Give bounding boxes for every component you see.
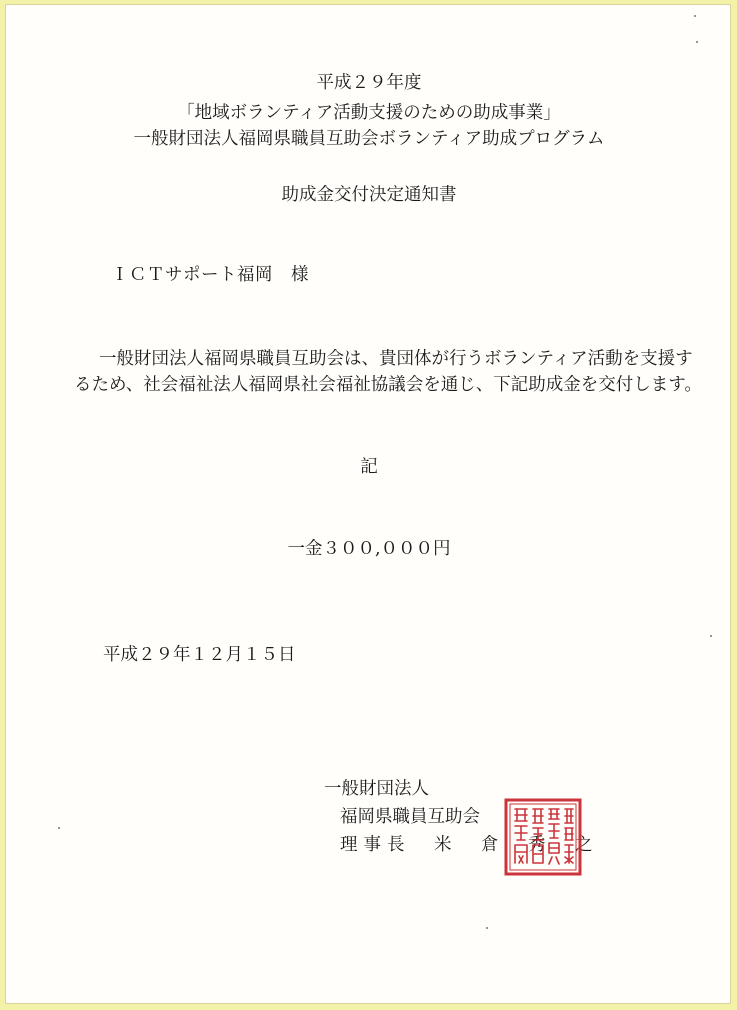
scan-speck	[710, 635, 712, 637]
issuer-signatory: 理事長 米 倉 秀 之	[340, 835, 599, 855]
ki-marker: 記	[360, 457, 378, 477]
heading-program-name: 「地域ボランティア活動支援のための助成事業」	[177, 103, 561, 123]
body-text-line-2: るため、社会福祉法人福岡県社会福祉協議会を通じ、下記助成金を交付します。	[74, 375, 702, 395]
grant-amount: 一金３００,０００円	[287, 539, 451, 559]
issuer-name: 福岡県職員互助会	[340, 807, 480, 827]
official-seal-stamp	[503, 797, 583, 877]
body-text-line-1: 一般財団法人福岡県職員互助会は、貴団体が行うボランティア活動を支援す	[99, 349, 693, 369]
document-title: 助成金交付決定通知書	[281, 185, 457, 205]
document-page	[5, 4, 731, 1004]
issuer-type: 一般財団法人	[324, 779, 429, 799]
scan-speck	[58, 827, 60, 829]
heading-fiscal-year: 平成２９年度	[316, 73, 422, 93]
scan-speck	[486, 927, 488, 929]
issue-date: 平成２９年１２月１５日	[103, 645, 296, 665]
recipient-name: ＩＣＴサポート福岡 様	[111, 265, 309, 285]
heading-organization-program: 一般財団法人福岡県職員互助会ボランティア助成プログラム	[133, 129, 605, 149]
scan-speck	[694, 15, 696, 17]
scan-speck	[696, 41, 698, 43]
